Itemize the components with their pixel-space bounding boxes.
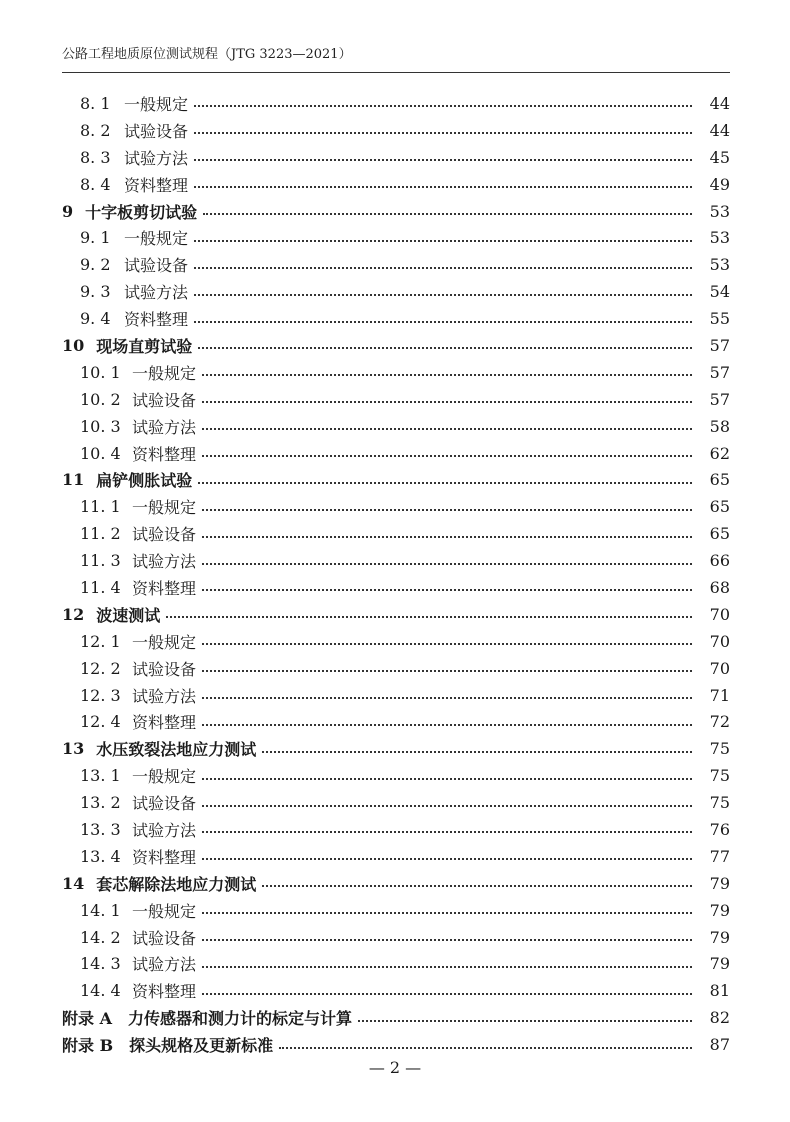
dot-leader (202, 831, 692, 833)
toc-entry-title: 一般规定 (124, 229, 189, 249)
toc-entry-page: 53 (709, 201, 730, 221)
dot-leader (194, 267, 692, 269)
toc-section-entry[interactable] (0, 924, 790, 951)
toc-entry-page: 62 (709, 443, 730, 463)
toc-entry-title: 试验方法 (124, 148, 189, 168)
toc-entry-number: 14. 3 (80, 954, 121, 974)
toc-entry-number: 14. 4 (80, 981, 121, 1001)
dot-leader (194, 186, 692, 188)
toc-section-entry[interactable] (0, 762, 790, 789)
toc-entry-page: 53 (709, 228, 730, 248)
toc-entry-number: 12. 1 (80, 631, 121, 651)
dot-leader (202, 993, 692, 995)
toc-entry-number: 11. 3 (80, 551, 121, 571)
toc-entry-title: 试验方法 (132, 820, 197, 840)
toc-section-entry[interactable] (0, 386, 790, 413)
dot-leader (279, 1047, 692, 1049)
toc-entry-number: 13. 4 (80, 846, 121, 866)
toc-entry-page: 57 (709, 335, 730, 355)
toc-entry-page: 49 (709, 174, 730, 194)
running-header: 公路工程地质原位测试规程（JTG 3223—2021） (62, 47, 352, 62)
dot-leader (194, 132, 692, 134)
toc-entry-page: 65 (709, 470, 730, 490)
toc-entry-title: 波速测试 (96, 605, 161, 625)
toc-section-entry[interactable] (0, 278, 790, 305)
toc-entry-title: 一般规定 (132, 901, 197, 921)
toc-entry-page: 44 (709, 120, 730, 140)
toc-entry-title: 试验方法 (132, 686, 197, 706)
toc-entry-page: 75 (709, 793, 730, 813)
toc-section-entry[interactable] (0, 520, 790, 547)
toc-entry-title: 试验方法 (124, 283, 189, 303)
toc-section-entry[interactable] (0, 305, 790, 332)
toc-appendix-entry[interactable] (0, 1031, 790, 1058)
toc-section-entry[interactable] (0, 628, 790, 655)
toc-chapter-entry[interactable] (0, 332, 790, 359)
dot-leader (194, 321, 692, 323)
table-of-contents (0, 90, 790, 1058)
toc-entry-title: 力传感器和测力计的标定与计算 (128, 1009, 353, 1029)
toc-section-entry[interactable] (0, 547, 790, 574)
toc-entry-number: 11 (62, 470, 85, 490)
toc-entry-page: 79 (709, 954, 730, 974)
toc-entry-title: 一般规定 (132, 363, 197, 383)
toc-chapter-entry[interactable] (0, 735, 790, 762)
toc-entry-title: 试验方法 (132, 417, 197, 437)
toc-section-entry[interactable] (0, 977, 790, 1004)
dot-leader (202, 724, 692, 726)
dot-leader (202, 939, 692, 941)
dot-leader (194, 294, 692, 296)
toc-section-entry[interactable] (0, 816, 790, 843)
toc-entry-number: 12 (62, 604, 85, 624)
toc-section-entry[interactable] (0, 144, 790, 171)
toc-entry-page: 57 (709, 389, 730, 409)
toc-entry-title: 水压致裂法地应力测试 (96, 740, 257, 760)
toc-entry-page: 75 (709, 766, 730, 786)
toc-section-entry[interactable] (0, 359, 790, 386)
toc-entry-page: 65 (709, 497, 730, 517)
toc-entry-page: 75 (709, 739, 730, 759)
toc-section-entry[interactable] (0, 171, 790, 198)
toc-section-entry[interactable] (0, 224, 790, 251)
toc-entry-page: 57 (709, 362, 730, 382)
toc-entry-title: 现场直剪试验 (96, 336, 193, 356)
toc-entry-number: 10. 4 (80, 443, 121, 463)
toc-entry-page: 79 (709, 927, 730, 947)
toc-entry-page: 87 (709, 1035, 730, 1055)
toc-entry-title: 一般规定 (132, 498, 197, 518)
toc-entry-page: 71 (709, 685, 730, 705)
toc-entry-title: 资料整理 (124, 175, 189, 195)
header-divider (62, 72, 730, 73)
toc-section-entry[interactable] (0, 440, 790, 467)
toc-entry-number: 13. 2 (80, 793, 121, 813)
toc-entry-number: 13 (62, 739, 85, 759)
toc-entry-number: 10. 2 (80, 389, 121, 409)
dot-leader (202, 778, 692, 780)
toc-entry-page: 66 (709, 551, 730, 571)
toc-entry-title: 试验设备 (132, 525, 197, 545)
toc-section-entry[interactable] (0, 90, 790, 117)
toc-entry-number: 附录 A (62, 1009, 112, 1029)
toc-entry-title: 扁铲侧胀试验 (96, 471, 193, 491)
dot-leader (202, 563, 692, 565)
toc-entry-page: 70 (709, 658, 730, 678)
toc-entry-number: 13. 1 (80, 766, 121, 786)
toc-entry-page: 82 (709, 1008, 730, 1028)
toc-entry-page: 65 (709, 524, 730, 544)
toc-entry-number: 12. 2 (80, 658, 121, 678)
toc-entry-number: 10 (62, 335, 85, 355)
dot-leader (202, 374, 692, 376)
toc-entry-page: 58 (709, 416, 730, 436)
dot-leader (194, 159, 692, 161)
toc-entry-page: 79 (709, 873, 730, 893)
toc-entry-number: 8. 3 (80, 147, 111, 167)
dot-leader (202, 455, 692, 457)
toc-entry-title: 资料整理 (132, 578, 197, 598)
toc-section-entry[interactable] (0, 251, 790, 278)
dot-leader (358, 1020, 692, 1022)
toc-entry-page: 77 (709, 846, 730, 866)
toc-section-entry[interactable] (0, 493, 790, 520)
toc-entry-number: 14. 1 (80, 900, 121, 920)
toc-entry-title: 试验设备 (132, 659, 197, 679)
toc-section-entry[interactable] (0, 897, 790, 924)
dot-leader (202, 912, 692, 914)
toc-entry-title: 试验设备 (124, 121, 189, 141)
toc-entry-number: 9 (62, 201, 74, 221)
toc-section-entry[interactable] (0, 413, 790, 440)
toc-entry-page: 45 (709, 147, 730, 167)
toc-section-entry[interactable] (0, 789, 790, 816)
toc-entry-page: 53 (709, 255, 730, 275)
toc-entry-title: 资料整理 (132, 847, 197, 867)
toc-entry-title: 资料整理 (132, 982, 197, 1002)
dot-leader (194, 240, 692, 242)
toc-entry-page: 70 (709, 631, 730, 651)
dot-leader (198, 347, 692, 349)
toc-chapter-entry[interactable] (0, 466, 790, 493)
toc-chapter-entry[interactable] (0, 601, 790, 628)
toc-entry-page: 68 (709, 577, 730, 597)
toc-entry-title: 十字板剪切试验 (85, 202, 198, 222)
dot-leader (202, 966, 692, 968)
dot-leader (202, 428, 692, 430)
toc-section-entry[interactable] (0, 708, 790, 735)
dot-leader (202, 805, 692, 807)
toc-entry-number: 13. 3 (80, 819, 121, 839)
page-number: — 2 — (368, 1058, 422, 1077)
dot-leader (202, 401, 692, 403)
toc-entry-title: 试验设备 (132, 928, 197, 948)
toc-entry-page: 76 (709, 819, 730, 839)
toc-entry-page: 55 (709, 309, 730, 329)
toc-section-entry[interactable] (0, 682, 790, 709)
dot-leader (202, 697, 692, 699)
toc-entry-page: 72 (709, 712, 730, 732)
dot-leader (262, 885, 692, 887)
toc-entry-number: 9. 3 (80, 282, 111, 302)
toc-entry-title: 套芯解除法地应力测试 (96, 874, 257, 894)
toc-section-entry[interactable] (0, 843, 790, 870)
toc-entry-title: 试验设备 (124, 256, 189, 276)
toc-entry-title: 试验方法 (132, 955, 197, 975)
toc-entry-title: 一般规定 (132, 632, 197, 652)
dot-leader (203, 213, 692, 215)
dot-leader (202, 536, 692, 538)
dot-leader (202, 670, 692, 672)
toc-entry-page: 44 (709, 93, 730, 113)
toc-entry-number: 11. 2 (80, 524, 121, 544)
toc-section-entry[interactable] (0, 574, 790, 601)
toc-entry-number: 8. 1 (80, 93, 111, 113)
toc-entry-page: 81 (709, 981, 730, 1001)
toc-entry-page: 79 (709, 900, 730, 920)
toc-entry-number: 附录 B (62, 1036, 114, 1056)
dot-leader (202, 509, 692, 511)
toc-entry-title: 试验设备 (132, 794, 197, 814)
toc-chapter-entry[interactable] (0, 870, 790, 897)
dot-leader (202, 589, 692, 591)
toc-entry-number: 8. 2 (80, 120, 111, 140)
toc-entry-number: 9. 1 (80, 228, 111, 248)
dot-leader (166, 616, 692, 618)
toc-entry-page: 54 (709, 282, 730, 302)
dot-leader (202, 858, 692, 860)
toc-entry-page: 70 (709, 604, 730, 624)
toc-entry-title: 试验方法 (132, 552, 197, 572)
toc-chapter-entry[interactable] (0, 198, 790, 225)
toc-entry-number: 10. 3 (80, 416, 121, 436)
toc-entry-number: 8. 4 (80, 174, 111, 194)
toc-entry-title: 探头规格及更新标准 (129, 1036, 274, 1056)
toc-entry-title: 资料整理 (124, 310, 189, 330)
toc-entry-number: 14 (62, 873, 85, 893)
dot-leader (262, 751, 692, 753)
toc-entry-title: 资料整理 (132, 713, 197, 733)
toc-appendix-entry[interactable] (0, 1004, 790, 1031)
toc-entry-title: 一般规定 (132, 767, 197, 787)
toc-section-entry[interactable] (0, 117, 790, 144)
toc-entry-number: 11. 1 (80, 497, 121, 517)
toc-section-entry[interactable] (0, 655, 790, 682)
dot-leader (202, 643, 692, 645)
toc-entry-number: 12. 4 (80, 712, 121, 732)
dot-leader (198, 482, 692, 484)
toc-entry-title: 试验设备 (132, 390, 197, 410)
toc-entry-number: 10. 1 (80, 362, 121, 382)
dot-leader (194, 105, 692, 107)
toc-entry-number: 9. 4 (80, 309, 111, 329)
toc-entry-number: 11. 4 (80, 577, 121, 597)
toc-entry-title: 资料整理 (132, 444, 197, 464)
toc-entry-number: 14. 2 (80, 927, 121, 947)
toc-entry-title: 一般规定 (124, 94, 189, 114)
toc-entry-number: 12. 3 (80, 685, 121, 705)
toc-section-entry[interactable] (0, 951, 790, 978)
toc-entry-number: 9. 2 (80, 255, 111, 275)
